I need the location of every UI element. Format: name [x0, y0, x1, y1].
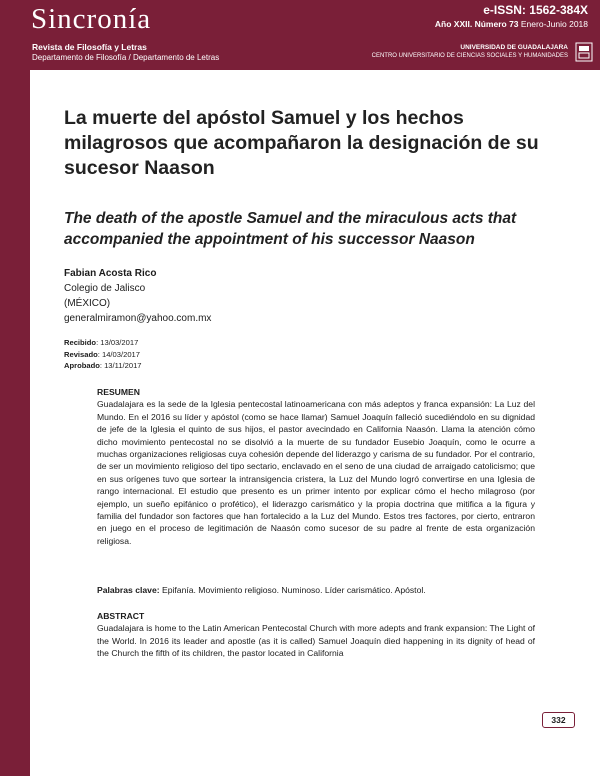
- keywords-text: Epifanía. Movimiento religioso. Numinoso. Líder carismático. Apóstol.: [159, 585, 426, 595]
- received-date: Recibido: 13/03/2017: [64, 338, 139, 347]
- journal-issue-info: [435, 3, 588, 31]
- journal-subtitle: Revista de Filosofía y Letras: [32, 42, 147, 52]
- journal-departments: Departamento de Filosofía / Departamento de Letras: [32, 53, 220, 62]
- journal-logo: Sincronía: [31, 3, 152, 35]
- university-seal-icon: [574, 42, 594, 62]
- author-email: generalmiramon@yahoo.com.mx: [64, 313, 212, 324]
- page-number: 332: [542, 712, 575, 728]
- journal-header: [0, 0, 600, 70]
- issue-number: Año XXII. Número 73 Enero-Junio 2018: [434, 19, 588, 29]
- university-name: UNIVERSIDAD DE GUADALAJARA CENTRO UNIVERSITARIO DE CIENCIAS SOCIALES Y HUMANIDADES: [371, 44, 568, 59]
- article-title-english: The death of the apostle Samuel and the miraculous acts that accompanied the appointment of his successor Naason: [64, 210, 517, 248]
- resumen-heading: RESUMEN: [97, 387, 140, 397]
- issn: e-ISSN: 1562-384X: [483, 3, 588, 17]
- abstract-heading: ABSTRACT: [97, 611, 145, 621]
- approved-date: Aprobado: 13/11/2017: [64, 361, 142, 370]
- review-dates: [64, 337, 142, 372]
- resumen-section: [97, 386, 535, 547]
- author-country: (MÉXICO): [64, 298, 111, 309]
- side-band: [0, 70, 30, 776]
- abstract-text: Guadalajara is home to the Latin American Pentecostal Church with more adepts and frank expansion: The Light of the World. In 2016 its leader and apostle (as it is called) Samuel Joaquín died happening in its dignity of head of the Church the fifth of its children, the pastor located in California: [97, 623, 535, 659]
- keywords: [97, 584, 535, 596]
- author-name: Fabian Acosta Rico: [64, 268, 157, 279]
- revised-date: Revisado: 14/03/2017: [64, 349, 140, 359]
- article-title-spanish: La muerte del apóstol Samuel y los hechos milagrosos que acompañaron la designación de su sucesor Naason: [64, 107, 539, 179]
- resumen-text: Guadalajara es la sede de la Iglesia pentecostal latinoamericana con más adeptos y franca expansión: La Luz del Mundo. En el 2016 su líder y apóstol (como se hace llamar) Samuel Joaquín falleció sucediéndolo en su dignidad de jefe de la Iglesia el quinto de sus hijos, el pastor avecindado en California Naasón. Llama la atención cómo dicho movimiento pentecostal no se disolvió a la muerte de su fundador Eusebio Joaquín, como le ocurre a muchas organizaciones religiosas cuya cohesión depende del liderazgo y carisma de su fundador. Por el contrario, de ser un movimiento religioso del tipo sectario, enclavado en el seno de una ciudad de arraigado catolicismo; que en sus orígenes tuvo que sortear la intransigencia cristera, la Luz del Mundo logró convertirse en una Iglesia de rango internacional. El estudio que presento es un primer intento por explicar cómo el hecho milagroso (por ejemplo, un sueño epifánico o profético), el liderazgo carismático y la propia doctrina que mitifica a la figura y familia del fundador son factores que han fortalecido a la Luz del Mundo. Estos tres factores, por cierto, entraron en juego en el proceso de legitimación de Naasón como sucesor de su padre al frente de esta organización religiosa.: [97, 399, 535, 546]
- author-block: [64, 266, 211, 326]
- author-affiliation: Colegio de Jalisco: [64, 283, 146, 294]
- abstract-section: [97, 610, 535, 660]
- keywords-label: Palabras clave:: [97, 585, 160, 595]
